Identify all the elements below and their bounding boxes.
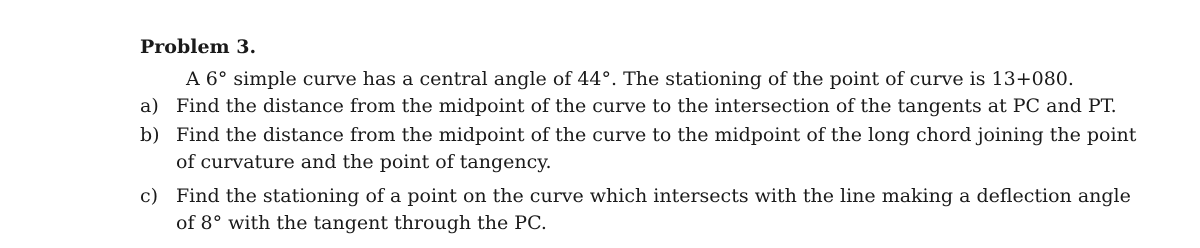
question-marker: b): [140, 124, 160, 146]
cropped-previous-line: [120, 0, 740, 4]
question-text: Find the distance from the midpoint of the curve to the intersection of the tangents at PC and PT.: [176, 95, 1117, 117]
question-marker: c): [140, 185, 159, 207]
problem-statement: A 6° simple curve has a central angle of 44°. The stationing of the point of curve is 13+080.: [186, 68, 1074, 90]
question-text: Find the distance from the midpoint of the curve to the midpoint of the long chord joining the point of curvature and the point of tangency.: [176, 124, 1137, 173]
question-a: [140, 93, 1150, 120]
problem-title: Problem 3.: [140, 36, 257, 58]
question-marker: a): [140, 95, 159, 117]
question-b: [140, 122, 1150, 176]
question-text: Find the stationing of a point on the curve which intersects with the line making a deflection angle of 8° with the tangent through the PC.: [176, 185, 1131, 234]
question-c: [140, 183, 1150, 237]
cropped-text-fragment: [120, 0, 150, 4]
cropped-text-fragment: [160, 0, 740, 4]
